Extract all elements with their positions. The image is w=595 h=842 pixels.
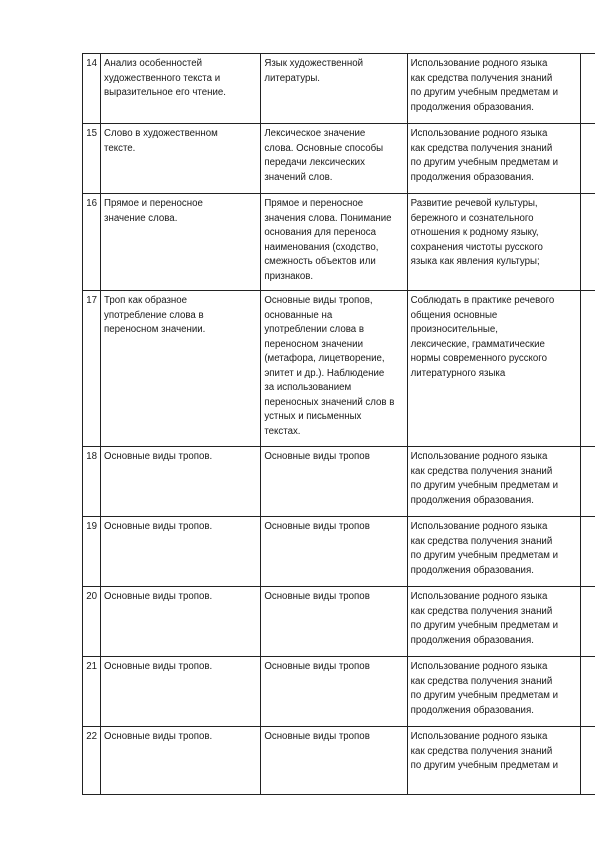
lesson-activity-text: Использование родного языка как средства получения знаний по другим учебным предметам и продолжения образования.: [410, 128, 559, 183]
lesson-topic-text: Основные виды тропов.: [104, 451, 213, 462]
lesson-activity-cell: [407, 194, 580, 291]
lesson-content-text: Основные виды тропов: [264, 731, 370, 742]
lesson-number-cell: 18: [83, 447, 101, 517]
lesson-topic-text: Основные виды тропов.: [104, 661, 213, 672]
lesson-topic-cell: [101, 291, 261, 447]
extra-column-cell: [580, 727, 595, 795]
lesson-topic-cell: [101, 657, 261, 727]
lesson-activity-text: Развитие речевой культуры, бережного и сознательного отношения к родному языку, сохранения чистоты русского языка как явления культуры;: [410, 198, 543, 267]
lesson-number-cell: 17: [83, 291, 101, 447]
lesson-content-cell: [261, 587, 407, 657]
lesson-number-cell: 14: [83, 54, 101, 124]
lesson-content-cell: [261, 517, 407, 587]
lesson-content-text: Основные виды тропов, основанные на употреблении слова в переносном значении (метафора, лицетворение, эпитет и др.). Наблюдение за использованием переносных значений слов в устных и письменных текстах.: [264, 295, 395, 437]
extra-column-cell: [580, 291, 595, 447]
lesson-number-cell: 22: [83, 727, 101, 795]
lesson-topic-cell: [101, 447, 261, 517]
lesson-number-cell: 21: [83, 657, 101, 727]
lesson-topic-text: Анализ особенностей художественного текста и выразительное его чтение.: [104, 58, 226, 98]
extra-column-cell: [580, 657, 595, 727]
table-row: [83, 657, 595, 727]
extra-column-cell: [580, 447, 595, 517]
lesson-topic-cell: [101, 727, 261, 795]
lesson-number-cell: 15: [83, 124, 101, 194]
lesson-number-cell: 19: [83, 517, 101, 587]
lesson-content-text: Основные виды тропов: [264, 521, 370, 532]
lesson-topic-cell: [101, 194, 261, 291]
lesson-activity-cell: [407, 657, 580, 727]
table-row: [83, 727, 595, 795]
lesson-activity-text: Соблюдать в практике речевого общения основные произносительные, лексические, грамматические нормы современного русского литературного языка: [410, 295, 555, 379]
lesson-activity-text: Использование родного языка как средства получения знаний по другим учебным предметам и продолжения образования.: [410, 451, 559, 506]
lesson-activity-text: Использование родного языка как средства получения знаний по другим учебным предметам и продолжения образования.: [410, 661, 559, 716]
lesson-topic-cell: [101, 124, 261, 194]
table-row: [83, 291, 595, 447]
lesson-activity-cell: [407, 447, 580, 517]
lesson-content-cell: [261, 291, 407, 447]
lesson-content-cell: [261, 447, 407, 517]
table-row: [83, 54, 595, 124]
lesson-content-cell: [261, 657, 407, 727]
lesson-activity-cell: [407, 54, 580, 124]
lesson-activity-text: Использование родного языка как средства получения знаний по другим учебным предметам и продолжения образования.: [410, 521, 559, 576]
lesson-activity-text: Использование родного языка как средства получения знаний по другим учебным предметам и продолжения образования.: [410, 591, 559, 646]
lesson-topic-text: Прямое и переносное значение слова.: [104, 198, 203, 224]
lesson-topic-text: Слово в художественном тексте.: [104, 128, 218, 154]
lesson-content-cell: [261, 727, 407, 795]
lesson-content-cell: [261, 124, 407, 194]
table-row: [83, 517, 595, 587]
lesson-topic-cell: [101, 587, 261, 657]
lesson-number-cell: 20: [83, 587, 101, 657]
table-row: [83, 447, 595, 517]
lesson-activity-text: Использование родного языка как средства получения знаний по другим учебным предметам и: [410, 731, 559, 771]
lesson-topic-text: Основные виды тропов.: [104, 731, 213, 742]
table-row: [83, 124, 595, 194]
lesson-activity-cell: [407, 291, 580, 447]
lesson-content-text: Основные виды тропов: [264, 591, 370, 602]
lesson-activity-cell: [407, 124, 580, 194]
lesson-content-text: Лексическое значение слова. Основные способы передачи лексических значений слов.: [264, 128, 384, 183]
extra-column-cell: [580, 587, 595, 657]
lesson-content-text: Основные виды тропов: [264, 661, 370, 672]
lesson-content-text: Язык художественной литературы.: [264, 58, 364, 84]
lesson-activity-text: Использование родного языка как средства получения знаний по другим учебным предметам и продолжения образования.: [410, 58, 559, 113]
extra-column-cell: [580, 517, 595, 587]
lesson-topic-text: Основные виды тропов.: [104, 521, 213, 532]
lesson-topic-text: Основные виды тропов.: [104, 591, 213, 602]
lesson-number-cell: 16: [83, 194, 101, 291]
lesson-content-cell: [261, 54, 407, 124]
lesson-activity-cell: [407, 587, 580, 657]
lesson-topic-text: Троп как образное употребление слова в переносном значении.: [104, 295, 206, 335]
lesson-topic-cell: [101, 517, 261, 587]
table-row: [83, 587, 595, 657]
lesson-plan-table: [82, 53, 595, 795]
extra-column-cell: [580, 54, 595, 124]
lesson-activity-cell: [407, 727, 580, 795]
table-row: [83, 194, 595, 291]
extra-column-cell: [580, 194, 595, 291]
lesson-content-text: Прямое и переносное значения слова. Понимание основания для переноса наименования (сходство, смежность объектов или признаков.: [264, 198, 392, 282]
lesson-content-text: Основные виды тропов: [264, 451, 370, 462]
lesson-topic-cell: [101, 54, 261, 124]
extra-column-cell: [580, 124, 595, 194]
lesson-content-cell: [261, 194, 407, 291]
lesson-activity-cell: [407, 517, 580, 587]
